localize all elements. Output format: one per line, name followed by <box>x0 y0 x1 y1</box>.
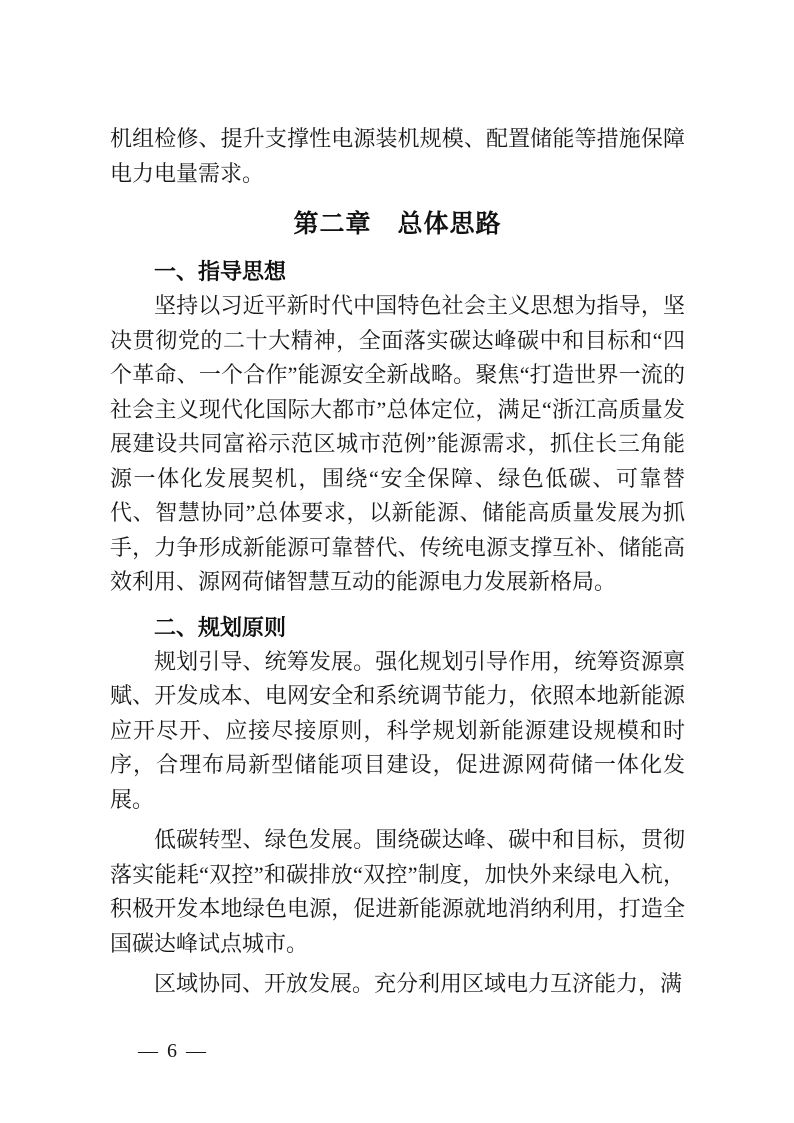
paragraph-principle-planning-guidance: 规划引导、统筹发展。强化规划引导作用，统筹资源禀赋、开发成本、电网安全和系统调节能力，依照本地新能源应开尽开、应接尽接原则，科学规划新能源建设规模和时序，合理布局新型储能项目建设，促进源网荷储一体化发展。 <box>110 648 685 812</box>
paragraph-principle-regional-coordination: 区域协同、开放发展。充分利用区域电力互济能力，满 <box>154 971 683 996</box>
paragraph-guiding-ideology: 坚持以习近平新时代中国特色社会主义思想为指导，坚决贯彻党的二十大精神，全面落实碳达峰碳中和目标和“四个革命、一个合作”能源安全新战略。聚焦“打造世界一流的社会主义现代化国际大都市”总体定位，满足“浙江高质量发展建设共同富裕示范区城市范例”能源需求，抓住长三角能源一体化发展契机，围绕“安全保障、绿色低碳、可靠替代、智慧协同”总体要求，以新能源、储能高质量发展为抓手，力争形成新能源可靠替代、传统电源支撑互补、储能高效利用、源网荷储智慧互动的能源电力发展新格局。 <box>110 293 685 594</box>
page-number: — 6 — <box>138 1040 208 1062</box>
paragraph-principle-low-carbon: 低碳转型、绿色发展。围绕碳达峰、碳中和目标，贯彻落实能耗“双控”和碳排放“双控”制度，加快外来绿电入杭，积极开发本地绿色电源，促进新能源就地消纳利用，打造全国碳达峰试点城市。 <box>110 827 685 956</box>
section-heading-planning-principles: 二、规划原则 <box>154 614 287 640</box>
continuation-paragraph: 机组检修、提升支撑性电源装机规模、配置储能等措施保障电力电量需求。 <box>110 126 685 186</box>
chapter-title: 第二章 总体思路 <box>293 210 502 238</box>
section-heading-guiding-ideology: 一、指导思想 <box>154 259 287 284</box>
document-content <box>110 122 685 1008</box>
